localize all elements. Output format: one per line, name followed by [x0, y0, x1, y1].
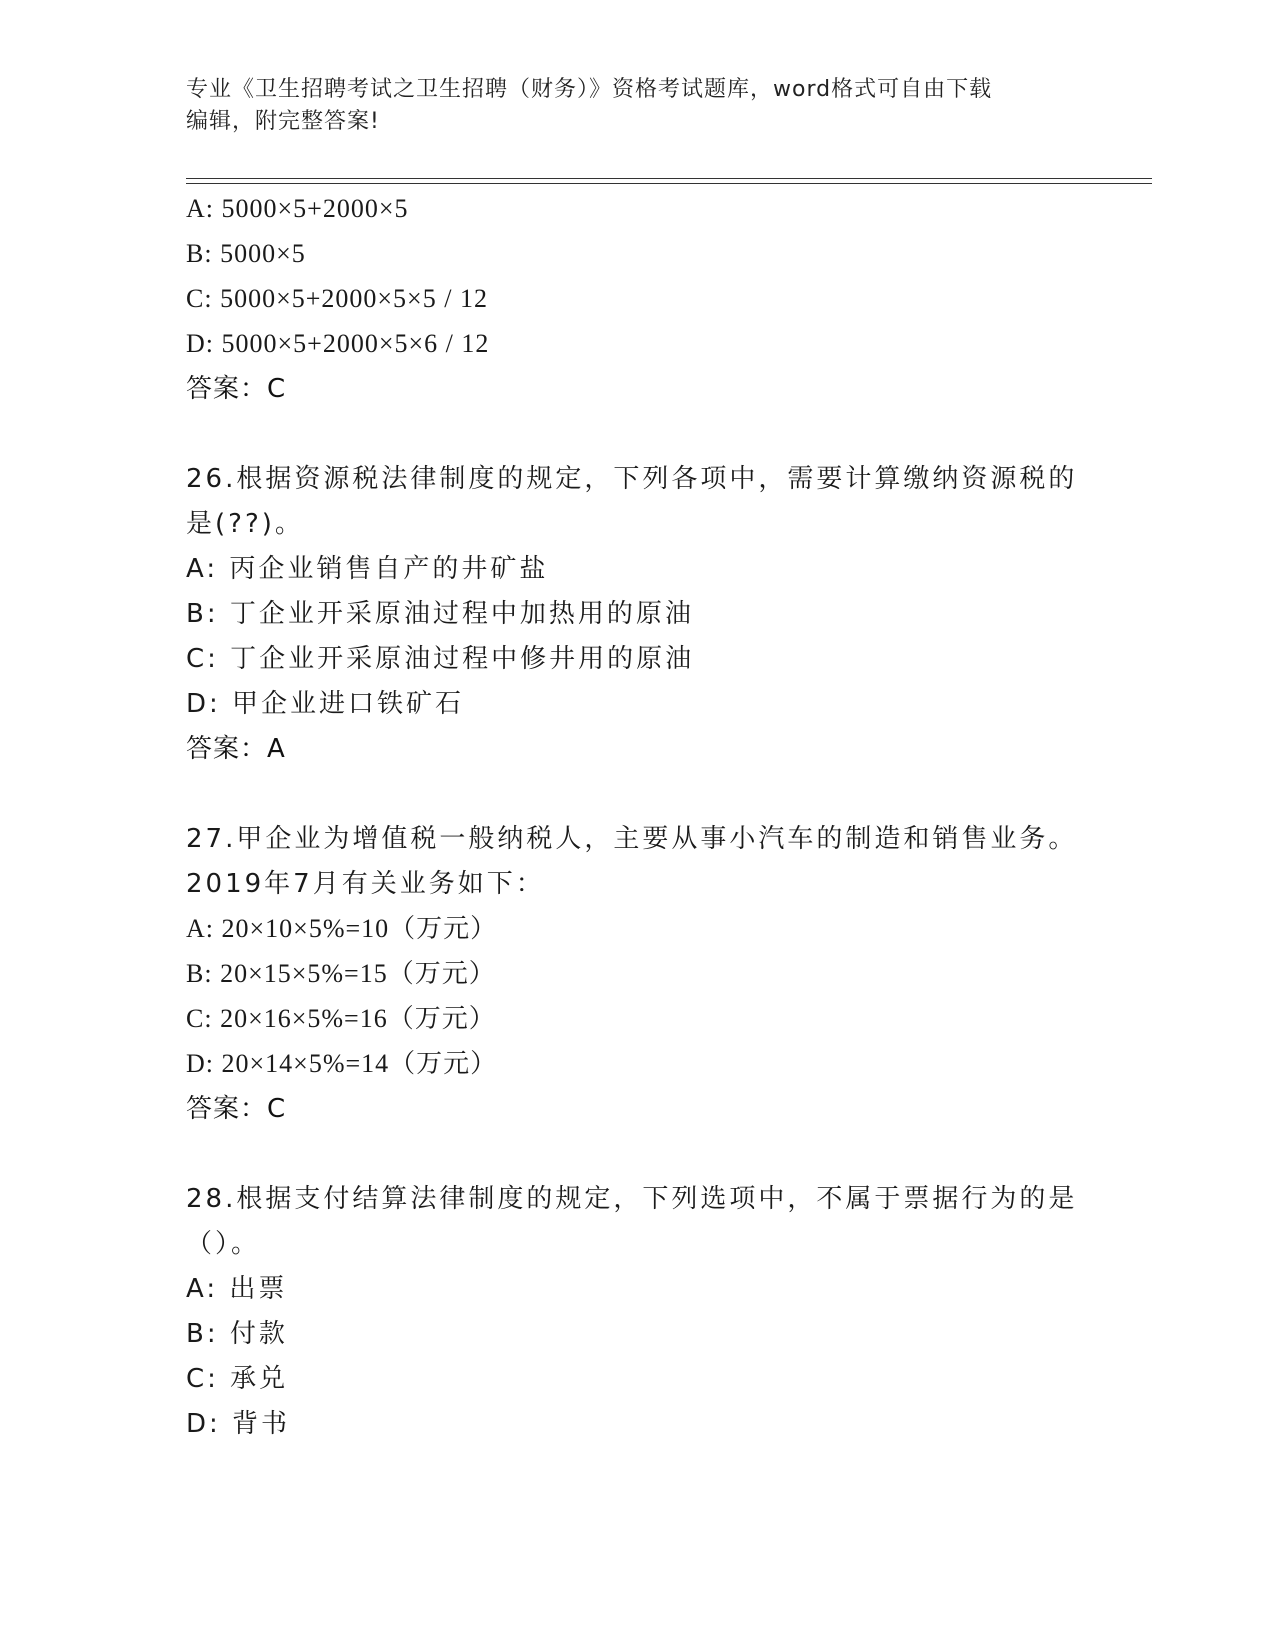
q27-option-c: C: 20×16×5%=16（万元）: [186, 1004, 496, 1033]
q28-stem-line-2: （）。: [186, 1229, 261, 1259]
q27-option-a: A: 20×10×5%=10（万元）: [186, 914, 498, 943]
q25-option-d: D: 5000×5+2000×5×6 / 12: [186, 329, 490, 358]
q26-option-a: A: 丙企业销售自产的井矿盐: [186, 554, 549, 584]
header-divider-bottom: [186, 183, 1152, 184]
q25-option-c: C: 5000×5+2000×5×5 / 12: [186, 284, 488, 313]
q25-option-a: A: 5000×5+2000×5: [186, 194, 409, 223]
header-line-2: 编辑，附完整答案!: [186, 109, 380, 134]
q25-option-b: B: 5000×5: [186, 239, 306, 268]
q26-option-d: D: 甲企业进口铁矿石: [186, 689, 465, 719]
header-line-1: 专业《卫生招聘考试之卫生招聘（财务）》资格考试题库，word格式可自由下载: [186, 77, 993, 102]
q27-option-b: B: 20×15×5%=15（万元）: [186, 959, 496, 988]
q28-stem-line-1: 28.根据支付结算法律制度的规定，下列选项中，不属于票据行为的是: [186, 1184, 1078, 1214]
q26-option-b: B: 丁企业开采原油过程中加热用的原油: [186, 599, 694, 629]
q27-option-d: D: 20×14×5%=14（万元）: [186, 1049, 498, 1078]
q28-option-d: D: 背书: [186, 1409, 291, 1439]
q27-answer: 答案：C: [186, 1094, 287, 1124]
q26-answer: 答案：A: [186, 734, 286, 764]
header-divider-top: [186, 178, 1152, 179]
document-header: [186, 74, 1086, 138]
q28-option-a: A: 出票: [186, 1274, 288, 1304]
q26-option-c: C: 丁企业开采原油过程中修井用的原油: [186, 644, 695, 674]
q26-stem-line-1: 26.根据资源税法律制度的规定，下列各项中，需要计算缴纳资源税的: [186, 464, 1078, 494]
q28-option-c: C: 承兑: [186, 1364, 289, 1394]
q26-stem-line-2: 是(??)。: [186, 509, 304, 539]
q27-stem-line-1: 27.甲企业为增值税一般纳税人，主要从事小汽车的制造和销售业务。: [186, 824, 1078, 854]
q27-stem-line-2: 2019年7月有关业务如下：: [186, 869, 545, 899]
q25-answer: 答案：C: [186, 374, 287, 404]
q28-option-b: B: 付款: [186, 1319, 288, 1349]
